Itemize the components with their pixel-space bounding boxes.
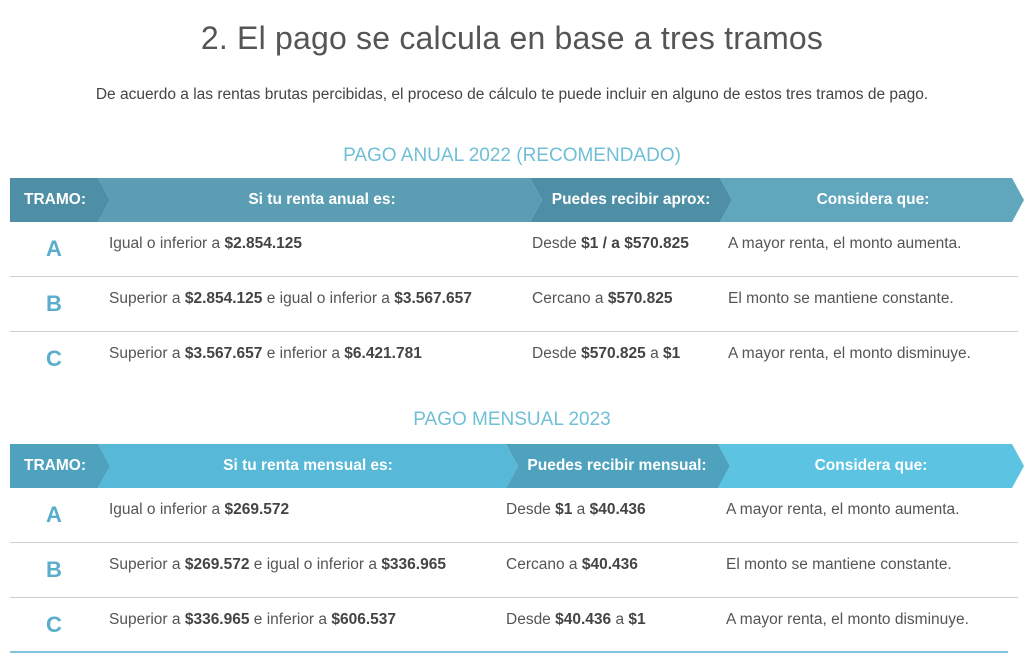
text-fragment: e inferior a xyxy=(262,345,345,362)
table-body xyxy=(10,488,1024,653)
bottom-divider xyxy=(10,651,1008,653)
table-row xyxy=(10,332,1018,387)
header-considera: Considera que: xyxy=(816,191,930,208)
text-fragment: Superior a xyxy=(109,345,185,362)
recibir-cell xyxy=(506,543,638,598)
tramo-letter: A xyxy=(46,236,62,261)
text-fragment: Superior a xyxy=(109,611,185,628)
tramo-letter: B xyxy=(46,557,62,582)
text-fragment: Superior a xyxy=(109,290,185,307)
table-header xyxy=(10,178,1024,222)
considera-cell: A mayor renta, el monto disminuye. xyxy=(726,611,969,628)
table-pago-mensual xyxy=(10,444,1024,653)
considera-cell: El monto se mantiene constante. xyxy=(726,556,952,573)
text-fragment: Cercano a xyxy=(532,290,608,307)
amount-value: $269.572 xyxy=(184,556,250,573)
amount-value: $1 xyxy=(628,611,646,628)
considera-cell: El monto se mantiene constante. xyxy=(728,290,954,307)
header-considera: Considera que: xyxy=(814,457,928,474)
recibir-cell xyxy=(506,488,646,543)
recibir-cell xyxy=(532,222,689,277)
table-row xyxy=(10,543,1018,598)
recibir-cell xyxy=(532,332,680,387)
tramo-letter: C xyxy=(46,346,62,371)
renta-cell xyxy=(109,332,422,387)
table-row xyxy=(10,222,1018,277)
amount-value: $40.436 xyxy=(581,556,638,573)
considera-cell: A mayor renta, el monto aumenta. xyxy=(726,501,960,518)
header-tramo: TRAMO: xyxy=(24,457,86,474)
considera-cell: A mayor renta, el monto disminuye. xyxy=(728,345,971,362)
section-title-mensual: PAGO MENSUAL 2023 xyxy=(413,409,611,430)
section-title-anual: PAGO ANUAL 2022 (RECOMENDADO) xyxy=(343,145,681,166)
amount-value: $606.537 xyxy=(331,611,396,628)
text-fragment: a xyxy=(611,611,629,628)
amount-value: $1 / a $570.825 xyxy=(581,235,689,252)
amount-value: $2.854.125 xyxy=(184,290,263,307)
amount-value: $336.965 xyxy=(381,556,446,573)
recibir-cell xyxy=(532,277,672,332)
renta-cell xyxy=(109,543,446,598)
amount-value: $40.436 xyxy=(589,501,646,518)
recibir-cell xyxy=(506,598,646,653)
text-fragment: Desde xyxy=(532,235,582,252)
renta-cell xyxy=(109,598,396,653)
amount-value: $6.421.781 xyxy=(344,345,422,362)
text-fragment: e igual o inferior a xyxy=(262,290,395,307)
tramo-letter: A xyxy=(46,502,62,527)
table-pago-anual xyxy=(10,178,1024,387)
text-fragment: e igual o inferior a xyxy=(249,556,382,573)
text-fragment: e inferior a xyxy=(249,611,332,628)
renta-cell xyxy=(109,277,472,332)
page-subtitle: De acuerdo a las rentas brutas percibidas, el proceso de cálculo te puede incluir en alguno de estos tres tramos de pago. xyxy=(95,86,929,103)
amount-value: $3.567.657 xyxy=(184,345,263,362)
renta-cell xyxy=(109,222,302,277)
header-renta: Si tu renta anual es: xyxy=(248,191,396,208)
amount-value: $570.825 xyxy=(581,345,646,362)
amount-value: $2.854.125 xyxy=(224,235,303,252)
page-title: 2. El pago se calcula en base a tres tramos xyxy=(200,20,824,56)
text-fragment: a xyxy=(645,345,664,362)
text-fragment: Desde xyxy=(506,501,556,518)
amount-value: $336.965 xyxy=(184,611,250,628)
header-recibir: Puedes recibir aprox: xyxy=(551,191,711,208)
text-fragment: a xyxy=(572,501,590,518)
text-fragment: Igual o inferior a xyxy=(109,501,225,518)
considera-cell: A mayor renta, el monto aumenta. xyxy=(728,235,962,252)
table-row xyxy=(10,598,1018,653)
text-fragment: Desde xyxy=(532,345,582,362)
table-row xyxy=(10,488,1018,543)
amount-value: $3.567.657 xyxy=(394,290,472,307)
table-header xyxy=(10,444,1024,488)
table-body xyxy=(10,222,1024,387)
table-row xyxy=(10,277,1018,332)
tramo-letter: B xyxy=(46,291,62,316)
renta-cell xyxy=(109,488,289,543)
amount-value: $1 xyxy=(663,345,681,362)
amount-value: $40.436 xyxy=(555,611,612,628)
header-recibir: Puedes recibir mensual: xyxy=(527,457,707,474)
text-fragment: Cercano a xyxy=(506,556,582,573)
header-tramo: TRAMO: xyxy=(24,191,86,208)
tramo-letter: C xyxy=(46,612,62,637)
amount-value: $1 xyxy=(555,501,573,518)
text-fragment: Superior a xyxy=(109,556,185,573)
text-fragment: Igual o inferior a xyxy=(109,235,225,252)
text-fragment: Desde xyxy=(506,611,556,628)
amount-value: $570.825 xyxy=(607,290,673,307)
amount-value: $269.572 xyxy=(224,501,290,518)
header-renta: Si tu renta mensual es: xyxy=(223,457,393,474)
